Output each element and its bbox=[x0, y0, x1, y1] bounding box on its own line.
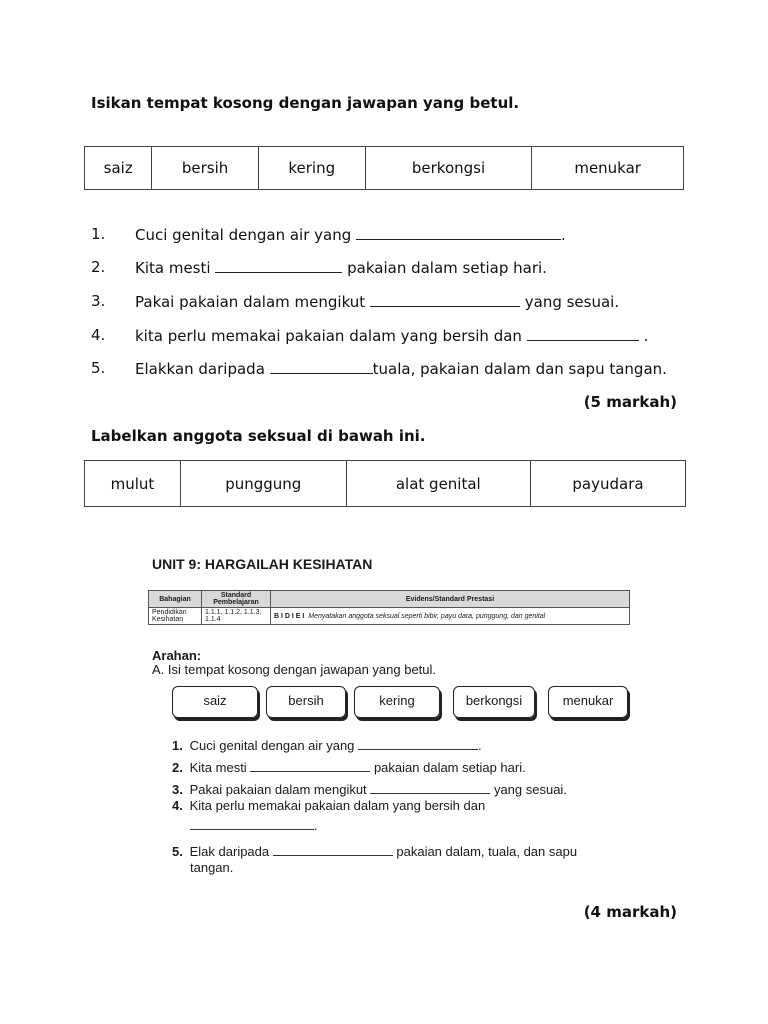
answer-blank[interactable] bbox=[356, 224, 561, 240]
answer-blank[interactable] bbox=[527, 325, 639, 341]
question-text: Pakai pakaian dalam mengikut bbox=[135, 293, 366, 311]
word-bank-item: menukar bbox=[532, 147, 684, 190]
scan-evidens-text: Menyatakan anggota seksual seperti bibir, payu dara, punggung, dan genital bbox=[308, 612, 546, 620]
label-word-item: alat genital bbox=[346, 461, 530, 507]
section2-marks: (4 markah) bbox=[583, 903, 677, 921]
scan-unit-title: UNIT 9: HARGAILAH KESIHATAN bbox=[152, 556, 373, 572]
scan-question: 4. Kita perlu memakai pakaian dalam yang bersih dan bbox=[172, 798, 486, 813]
scan-word-box: kering bbox=[354, 686, 440, 718]
scan-instruction: A. Isi tempat kosong dengan jawapan yang betul. bbox=[152, 662, 437, 677]
word-bank-2 bbox=[84, 460, 686, 507]
question-text: Kita mesti bbox=[135, 259, 211, 277]
word-bank-item: bersih bbox=[152, 147, 258, 190]
question-number: 1. bbox=[91, 225, 106, 243]
scan-question: 1. Cuci genital dengan air yang . bbox=[172, 738, 482, 753]
question-item bbox=[91, 224, 691, 244]
scanned-worksheet-image bbox=[140, 548, 640, 888]
question-number: 2. bbox=[91, 258, 106, 276]
question-text-end: . bbox=[561, 226, 566, 244]
word-bank-item: saiz bbox=[85, 147, 152, 190]
scan-code: B I D I E I bbox=[274, 612, 305, 620]
word-bank-1 bbox=[84, 146, 684, 190]
section1-instruction: Isikan tempat kosong dengan jawapan yang betul. bbox=[91, 94, 520, 112]
scan-question: 3. Pakai pakaian dalam mengikut yang sesuai. bbox=[172, 782, 567, 797]
answer-blank[interactable] bbox=[370, 291, 520, 307]
scan-question: 2. Kita mesti pakaian dalam setiap hari. bbox=[172, 760, 526, 775]
question-item bbox=[91, 325, 691, 345]
section1-marks: (5 markah) bbox=[583, 393, 677, 411]
question-text: Elakkan daripada bbox=[135, 360, 265, 378]
answer-blank[interactable] bbox=[215, 257, 342, 273]
scan-word-box: berkongsi bbox=[453, 686, 535, 718]
label-word-item: punggung bbox=[180, 461, 346, 507]
scan-question-cont: tangan. bbox=[190, 860, 234, 875]
scan-arahan: Arahan: bbox=[152, 648, 202, 663]
question-item bbox=[91, 291, 691, 311]
question-item bbox=[91, 257, 691, 277]
scan-table-header: Evidens/Standard Prestasi bbox=[271, 591, 630, 608]
label-word-item: payudara bbox=[530, 461, 685, 507]
scan-word-box: bersih bbox=[266, 686, 346, 718]
scan-question-blank-line: . bbox=[190, 818, 318, 833]
scan-standards-table bbox=[148, 590, 630, 625]
question-number: 3. bbox=[91, 292, 106, 310]
word-bank-item: berkongsi bbox=[365, 147, 532, 190]
question-item bbox=[91, 358, 691, 378]
word-bank-item: kering bbox=[258, 147, 365, 190]
scan-table-cell-evidens bbox=[271, 608, 630, 625]
question-text-end: . bbox=[643, 327, 649, 345]
label-word-item: mulut bbox=[85, 461, 181, 507]
scan-table-header: Bahagian bbox=[149, 591, 202, 608]
question-number: 4. bbox=[91, 326, 106, 344]
scan-question: 5. Elak daripada pakaian dalam, tuala, dan sapu bbox=[172, 844, 578, 859]
question-text: kita perlu memakai pakaian dalam yang bersih dan bbox=[135, 327, 522, 345]
answer-blank[interactable] bbox=[270, 358, 373, 374]
scan-table-header: Standard Pembelajaran bbox=[202, 591, 271, 608]
question-text-end: yang sesuai. bbox=[524, 293, 620, 311]
scan-table-cell: Pendidikan Kesihatan bbox=[149, 608, 202, 625]
question-number: 5. bbox=[91, 359, 106, 377]
scan-word-box: saiz bbox=[172, 686, 258, 718]
scan-table-cell: 1.1.1, 1.1.2, 1.1.3, 1.1.4 bbox=[202, 608, 271, 625]
section2-instruction: Labelkan anggota seksual di bawah ini. bbox=[91, 427, 426, 445]
question-text-end: tuala, pakaian dalam dan sapu tangan. bbox=[372, 360, 667, 378]
question-text: Cuci genital dengan air yang bbox=[135, 226, 352, 244]
question-text-end: pakaian dalam setiap hari. bbox=[347, 259, 547, 277]
scan-word-box: menukar bbox=[548, 686, 628, 718]
